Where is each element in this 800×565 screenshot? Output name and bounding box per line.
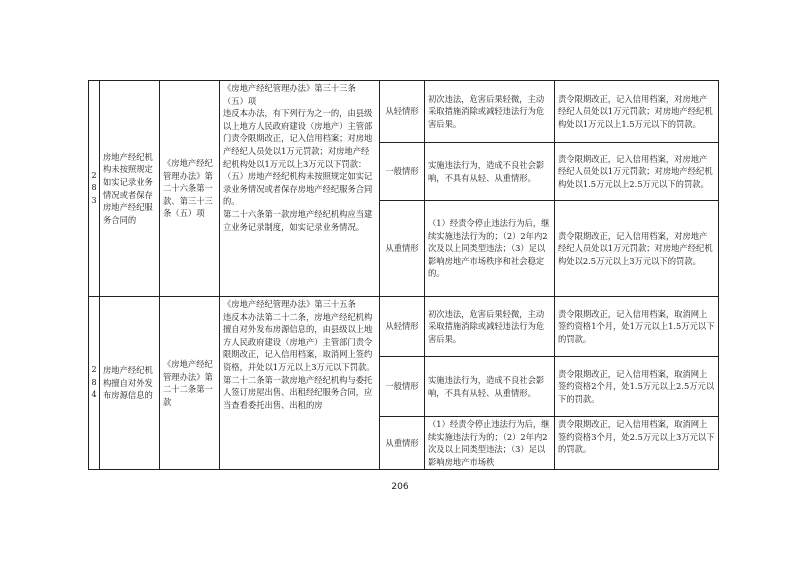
discretion-level: 从重情形 [380,417,425,470]
row-number: 283 [89,81,100,297]
legal-basis-content [220,297,380,470]
page-number: 206 [391,482,409,492]
violation-item: 房地产经纪机构擅自对外发布房源信息的 [100,297,160,470]
basis-paragraph: 违反本办法第二十二条，房地产经纪机构擅自对外发布房源信息的，由县级以上地方人民政府建设（房地产）主管部门责令限期改正，记入信用档案，取消网上签约资格，并处以1万元以上3万元以下罚款。 [223,311,375,372]
basis-paragraph: 第二十六条第一款房地产经纪机构应当建立业务记录制度，如实记录业务情况。 [223,208,373,232]
applicable-situation: 初次违法，危害后果轻微，主动采取措施消除或减轻违法行为危害后果。 [425,81,555,143]
penalty-standard: 责令限期改正，记入信用档案，取消网上签约资格2个月，处1.5万元以上2.5万元以下的罚款。 [555,357,719,417]
penalty-standard: 责令限期改正，记入信用档案，取消网上签约资格3个月，处2.5万元以上3万元以下的罚款。 [555,417,719,470]
table-row [89,297,719,357]
legal-basis-name: 《房地产经纪管理办法》第二十六条第一款、第三十三条（五）项 [160,81,220,297]
penalty-standard: 责令限期改正，记入信用档案，对房地产经纪人员处以1万元罚款；对房地产经纪机构处以2.5万元以上3万元以下的罚款。 [555,201,719,297]
basis-paragraph: 《房地产经纪管理办法》第三十三条（五）项 [223,83,356,106]
basis-paragraph: 第二十二条第一款房地产经纪机构与委托人签订房屋出售、出租经纪服务合同，应当查看委托出售、出租的房 [223,374,373,410]
discretion-level: 从轻情形 [380,297,425,357]
row-number: 284 [89,297,100,470]
discretion-level: 从重情形 [380,201,425,297]
penalty-standard: 责令限期改正，记入信用档案，对房地产经纪人员处以1万元罚款；对房地产经纪机构处以1.5万元以上2.5万元以下的罚款。 [555,143,719,201]
penalty-standards-table [88,80,719,470]
applicable-situation: （1）经责令停止违法行为后，继续实施违法行为的；（2）2年内2次及以上同类型违法；（3）足以影响房地产市场秩 [425,417,555,470]
basis-paragraph: 《房地产经纪管理办法》第三十五条 [223,299,356,309]
discretion-level: 一般情形 [380,143,425,201]
applicable-situation: 实施违法行为，造成不良社会影响，不具有从轻、从重情形。 [425,357,555,417]
applicable-situation: （1）经责令停止违法行为后，继续实施违法行为的；（2）2年内2次及以上同类型违法；（3）足以影响房地产市场秩序和社会稳定的。 [425,201,555,297]
legal-basis-name: 《房地产经纪管理办法》第二十二条第一款 [160,297,220,470]
basis-paragraph: （五）房地产经纪机构未按照规定如实记录业务情况或者保存房地产经纪服务合同的。 [223,171,373,207]
table-row [89,81,719,143]
basis-paragraph: 违反本办法，有下列行为之一的，由县级以上地方人民政府建设（房地产）主管部门责令限期改正，记入信用档案；对房地产经纪人员处以1万元罚款；对房地产经纪机构处以1万元以上3万元以下罚款： [223,108,373,169]
penalty-standard: 责令限期改正，记入信用档案，对房地产经纪人员处以1万元罚款；对房地产经纪机构处以1万元以上1.5万元以下的罚款。 [555,81,719,143]
violation-item: 房地产经纪机构未按照规定如实记录业务情况或者保存房地产经纪服务合同的 [100,81,160,297]
applicable-situation: 实施违法行为，造成不良社会影响，不具有从轻、从重情形。 [425,143,555,201]
applicable-situation: 初次违法，危害后果轻微，主动采取措施消除或减轻违法行为危害后果。 [425,297,555,357]
discretion-level: 从轻情形 [380,81,425,143]
penalty-standard: 责令限期改正，记入信用档案，取消网上签约资格1个月，处1万元以上1.5万元以下的罚款。 [555,297,719,357]
discretion-level: 一般情形 [380,357,425,417]
legal-basis-content [220,81,380,297]
